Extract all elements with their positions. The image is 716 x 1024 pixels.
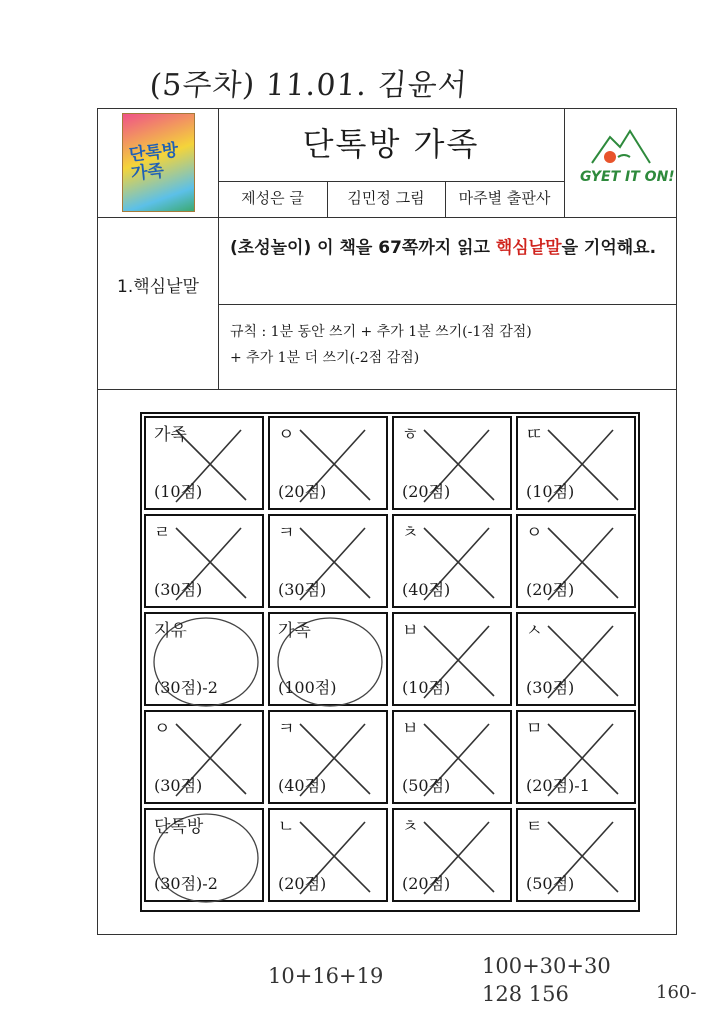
cell-chosung: ㅂ [402,621,419,641]
cell-chosung: 가족 [154,425,187,445]
divider [218,304,676,305]
cell-points: (50점) [526,874,575,893]
board-cell [144,612,264,706]
book-illustrator: 김민정 그림 [347,189,425,207]
board-cell [144,808,264,902]
cell-points: (20점) [402,874,451,893]
board-cell [392,808,512,902]
divider [98,217,676,218]
task-text: (초성놀이) 이 책을 67쪽까지 읽고 [230,238,496,258]
cell-points: (20점) [278,482,327,501]
cell-points: (30점) [154,776,203,795]
board-cell [144,710,264,804]
cell-chosung: ㄴ [278,817,295,837]
student-header-note: (5주차) 11.01. 김윤서 [148,68,469,103]
book-publisher: 마주별 출판사 [458,189,551,207]
board-cell [144,416,264,510]
cell-points: (40점) [402,580,451,599]
cell-points: (20점) [526,580,575,599]
cell-chosung: 단톡방 [154,817,204,837]
board-cell [268,710,388,804]
cell-points: (30점)-2 [154,874,218,893]
cell-points: (40점) [278,776,327,795]
gyet-it-on-logo [570,117,674,209]
score-sum-2: 100+30+30 [482,954,611,978]
board-cell [392,612,512,706]
board-cell [392,416,512,510]
cell-points: (30점)-2 [154,678,218,697]
rule-line-1: 규칙 : 1분 동안 쓰기 + 추가 1분 쓰기(-1점 감점) [230,324,532,340]
board-cell [268,808,388,902]
section-label: 1.핵심낱말 [117,277,199,297]
cell-points: (30점) [526,678,575,697]
board-cell [516,612,636,706]
board-cell [268,612,388,706]
logo-text: GYET IT ON! [580,169,675,185]
cell-chosung: ㅋ [278,719,295,739]
cell-chosung: 가족 [278,621,311,641]
board-cell [516,514,636,608]
cell-points: (100점) [278,678,337,697]
divider [564,109,565,217]
task-text-end: 을 기억해요. [561,238,657,258]
cell-points: (10점) [154,482,203,501]
cell-chosung: ㅇ [154,719,171,739]
cell-points: (10점) [526,482,575,501]
score-sum-4: 160- [656,982,697,1003]
cell-points: (10점) [402,678,451,697]
divider [98,389,676,390]
cell-chosung: ㅅ [526,621,543,641]
cell-chosung: ㄸ [526,425,543,445]
cell-chosung: ㅎ [402,425,419,445]
score-sum-1: 10+16+19 [268,964,384,988]
board-cell [516,710,636,804]
rule-text [230,319,670,371]
board-cell [392,514,512,608]
cell-chosung: ㅇ [278,425,295,445]
cell-points: (30점) [278,580,327,599]
task-instruction [230,232,670,264]
cell-chosung: ㅁ [526,719,543,739]
cell-chosung: ㅂ [402,719,419,739]
cell-chosung: ㄹ [154,523,171,543]
task-highlight: 핵심낱말 [495,238,562,258]
cell-chosung: ㅊ [402,817,419,837]
board-cell [516,808,636,902]
book-title: 단톡방 가족 [302,125,480,163]
chosung-game-board [140,412,640,912]
board-cell [516,416,636,510]
book-cover-title: 단톡방 가족 [128,140,180,185]
cell-chosung: ㅇ [526,523,543,543]
score-sum-3: 128 156 [482,982,569,1006]
cell-points: (50점) [402,776,451,795]
cell-points: (20점)-1 [526,776,590,795]
cell-chosung: 지유 [154,621,187,641]
board-cell [268,514,388,608]
cell-chosung: ㅌ [526,817,543,837]
board-cell [392,710,512,804]
cell-points: (30점) [154,580,203,599]
cell-chosung: ㅊ [402,523,419,543]
cell-points: (20점) [402,482,451,501]
book-cover-image [122,113,195,212]
board-cell [268,416,388,510]
rule-line-2: + 추가 1분 더 쓰기(-2점 감점) [230,350,420,366]
board-cell [144,514,264,608]
cell-chosung: ㅋ [278,523,295,543]
cell-points: (20점) [278,874,327,893]
book-author: 제성은 글 [241,189,304,207]
